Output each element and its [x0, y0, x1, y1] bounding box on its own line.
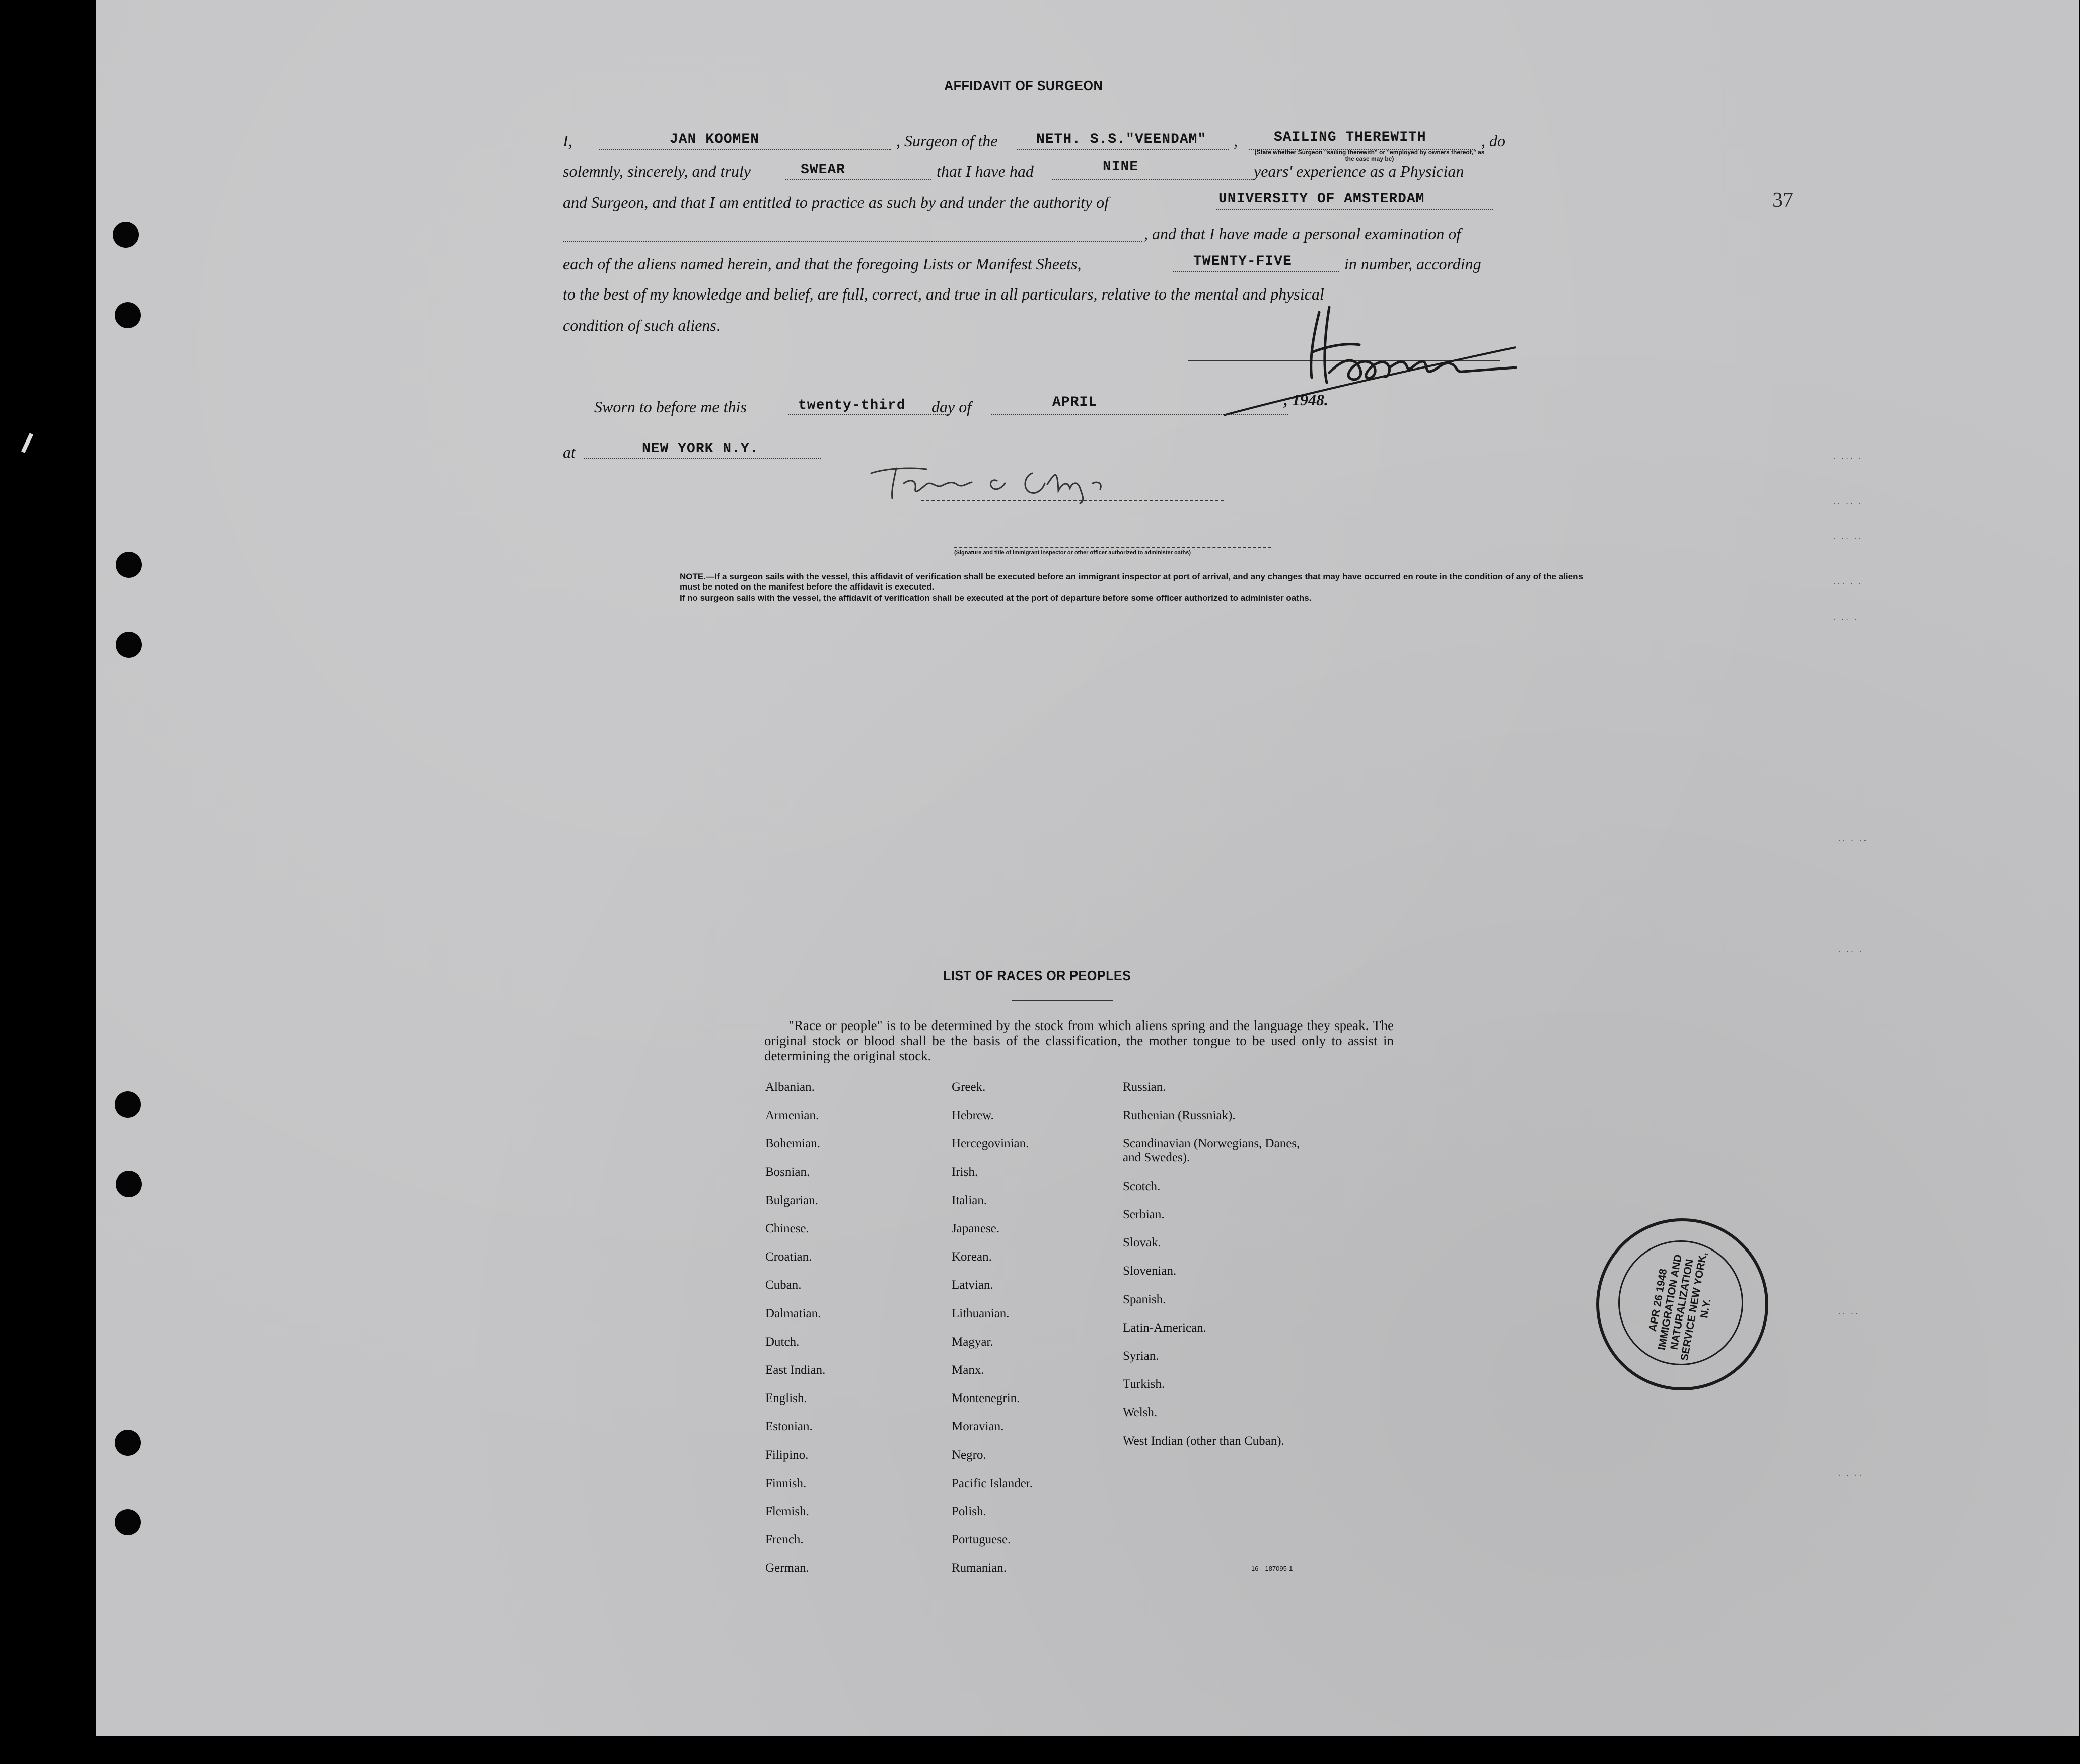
race-item: Portuguese. [952, 1533, 1011, 1547]
surgeon-signature [1163, 297, 1526, 428]
surgeon-name-field: JAN KOOMEN [670, 132, 760, 148]
officer-line [921, 500, 1224, 501]
race-item: Lithuanian. [952, 1306, 1010, 1320]
affidavit-text: , 1948. [1284, 391, 1328, 409]
vessel-name-field: NETH. S.S."VEENDAM" [1036, 132, 1207, 148]
race-item: Montenegrin. [952, 1391, 1020, 1406]
edge-mark: ·· ·· · [1833, 498, 1863, 508]
race-item: Italian. [952, 1193, 987, 1207]
fill-line [1173, 271, 1339, 272]
stamp-text: APR 26 1948 IMMIGRATION AND NATURALIZATION SERVICE NEW YORK, N.Y. [1646, 1251, 1713, 1362]
race-item: English. [765, 1391, 807, 1406]
affidavit-text: at [563, 443, 576, 461]
fill-line [788, 414, 949, 415]
race-item: East Indian. [765, 1363, 826, 1377]
affidavit-text: years' experience as a Physician [1254, 162, 1464, 180]
fill-line [1017, 149, 1229, 150]
affidavit-text: in number, according [1344, 255, 1481, 273]
sworn-place-field: NEW YORK N.Y. [642, 441, 759, 457]
affidavit-title: AFFIDAVIT OF SURGEON [944, 78, 1103, 93]
fill-line [584, 458, 821, 459]
surgeon-status-field: SAILING THEREWITH [1274, 130, 1426, 145]
race-item: Filipino. [765, 1448, 809, 1462]
race-item: Moravian. [952, 1420, 1004, 1434]
fill-line [563, 241, 1142, 242]
edge-mark: ··· · · [1833, 579, 1863, 589]
race-item: German. [765, 1561, 809, 1575]
punch-hole [115, 1430, 141, 1456]
title-rule [1012, 1000, 1113, 1001]
status-instruction: (State whether Surgeon "sailing therewith" or "employed by owners thereof," as the case may be) [1254, 149, 1485, 162]
race-item: Ruthenian (Russniak). [1123, 1109, 1236, 1123]
oath-field: SWEAR [801, 162, 846, 178]
punch-hole [115, 1509, 141, 1535]
affidavit-text: and Surgeon, and that I am entitled to practice as such by and under the authority of [563, 193, 1109, 211]
affidavit-text: to the best of my knowledge and belief, are full, correct, and true in all particulars, relative to the mental and physical [563, 285, 1324, 303]
race-item: Pacific Islander. [952, 1476, 1033, 1490]
race-item: Scotch. [1123, 1179, 1161, 1193]
edge-mark: · ·· · [1838, 946, 1863, 957]
sworn-month-field: APRIL [1052, 395, 1098, 410]
page-number: 37 [1772, 189, 1794, 212]
race-item: Hebrew. [952, 1109, 994, 1123]
race-item: Croatian. [765, 1250, 812, 1264]
race-item: Dutch. [765, 1335, 800, 1349]
race-item: Korean. [952, 1250, 992, 1264]
pen-mark [21, 433, 33, 453]
document-sheet [96, 0, 2079, 1736]
punch-hole [113, 222, 139, 248]
officer-caption: (Signature and title of immigrant inspector or other officer authorized to administer oaths) [954, 550, 1191, 556]
race-item: West Indian (other than Cuban). [1123, 1434, 1284, 1448]
race-item: Serbian. [1123, 1207, 1165, 1221]
affidavit-text: , Surgeon of the [896, 132, 998, 150]
races-intro: "Race or people" is to be determined by the stock from which aliens spring and the language they speak. The original stock or blood shall be the basis of the classification, the mother tongue to be used only to assist in determining the original stock. [764, 1018, 1394, 1063]
fill-line [1052, 179, 1254, 180]
race-item: Spanish. [1123, 1292, 1166, 1306]
race-item: Manx. [952, 1363, 984, 1377]
affidavit-text: solemnly, sincerely, and truly [563, 162, 751, 180]
affidavit-text: each of the aliens named herein, and that the foregoing Lists or Manifest Sheets, [563, 255, 1082, 273]
years-field: NINE [1103, 159, 1139, 175]
races-title: LIST OF RACES OR PEOPLES [943, 968, 1131, 983]
race-item: Cuban. [765, 1278, 802, 1292]
edge-mark: · ·· · [1833, 614, 1858, 624]
fill-line [599, 149, 891, 150]
edge-mark: ·· ·· [1838, 1309, 1860, 1319]
race-item: Syrian. [1123, 1349, 1159, 1363]
race-item: Latvian. [952, 1278, 993, 1292]
race-item: Russian. [1123, 1080, 1166, 1094]
punch-hole [116, 1171, 142, 1197]
note-paragraph: If no surgeon sails with the vessel, the affidavit of verification shall be executed at the port of departure before some officer authorized to administer oaths. [680, 593, 1312, 603]
race-item: Hercegovinian. [952, 1137, 1029, 1151]
fill-line [991, 414, 1288, 415]
race-item: Bosnian. [765, 1165, 810, 1179]
sheets-count-field: TWENTY-FIVE [1193, 254, 1292, 269]
fill-line [785, 179, 931, 180]
race-item: Armenian. [765, 1109, 819, 1123]
race-item: Irish. [952, 1165, 978, 1179]
race-item: Japanese. [952, 1222, 1000, 1235]
immigration-stamp [1596, 1218, 1768, 1390]
race-item: Latin-American. [1123, 1320, 1206, 1335]
affidavit-text: , do [1481, 132, 1505, 150]
race-item: Finnish. [765, 1476, 807, 1490]
race-item: Negro. [952, 1448, 986, 1462]
race-item: Bulgarian. [765, 1193, 818, 1207]
affidavit-text: I, [563, 132, 572, 150]
sworn-day-field: twenty-third [798, 398, 906, 413]
note-paragraph: NOTE.—If a surgeon sails with the vessel, this affidavit of verification shall be executed before an immigrant inspector at port of arrival, and any changes that may have occurred en route in the condition of any of the aliens must be noted on the manifest before the affidavit is executed. [680, 572, 1583, 592]
punch-hole [116, 632, 142, 658]
race-item: Rumanian. [952, 1561, 1007, 1575]
race-item: Chinese. [765, 1222, 809, 1235]
race-item: Flemish. [765, 1505, 809, 1518]
race-item: Slovak. [1123, 1236, 1161, 1250]
race-item: Bohemian. [765, 1137, 821, 1151]
fill-line [1216, 209, 1493, 210]
race-item: Welsh. [1123, 1406, 1158, 1420]
affidavit-text: that I have had [937, 162, 1034, 180]
edge-mark: · ·· ·· [1833, 534, 1863, 544]
affidavit-text: Sworn to before me this [594, 398, 747, 416]
affidavit-text: , and that I have made a personal examination of [1144, 225, 1461, 243]
authority-field: UNIVERSITY OF AMSTERDAM [1218, 191, 1425, 207]
race-item: Magyar. [952, 1335, 993, 1349]
race-item: Greek. [952, 1080, 986, 1094]
edge-mark: · · ·· [1838, 1470, 1863, 1480]
punch-hole [115, 1091, 141, 1118]
caption-line [954, 547, 1271, 548]
affidavit-text: day of [931, 398, 972, 416]
race-item: Turkish. [1123, 1377, 1165, 1391]
race-item: Polish. [952, 1505, 986, 1518]
edge-mark: · ··· · [1833, 453, 1863, 463]
punch-hole [116, 552, 142, 578]
race-item: Estonian. [765, 1420, 813, 1434]
race-item: French. [765, 1533, 804, 1547]
race-item: Albanian. [765, 1080, 815, 1094]
punch-hole [115, 302, 141, 328]
affidavit-text: , [1234, 132, 1238, 150]
form-number: 16—187095-1 [1251, 1565, 1293, 1572]
affidavit-text: condition of such aliens. [563, 316, 721, 334]
edge-mark: ·· · ·· [1838, 836, 1868, 846]
race-item: Dalmatian. [765, 1306, 821, 1320]
race-item: Slovenian. [1123, 1264, 1177, 1278]
race-item: Scandinavian (Norwegians, Danes, and Swedes). [1123, 1137, 1300, 1165]
